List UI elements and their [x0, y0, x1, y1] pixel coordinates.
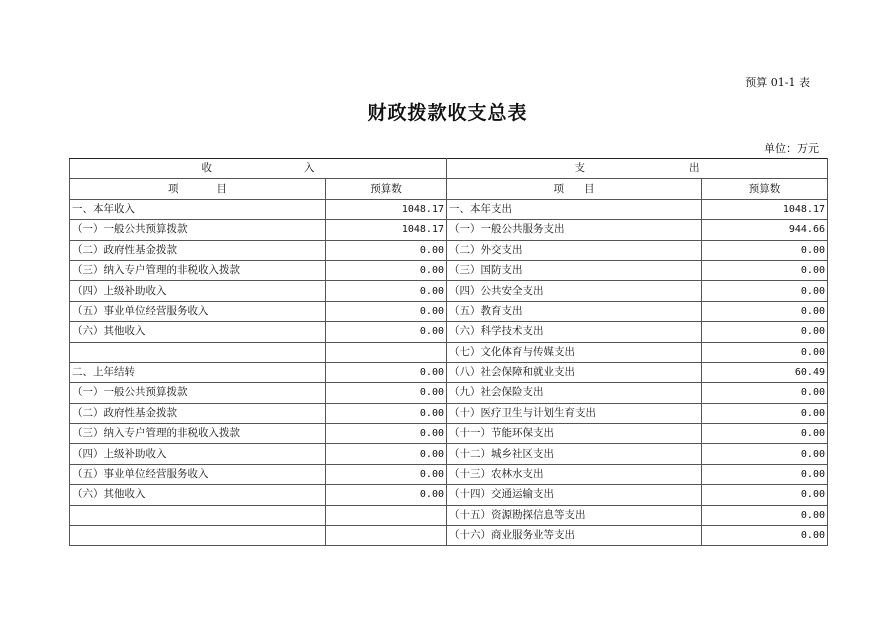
expense-amount-cell: 0.00 — [702, 342, 828, 362]
table-row — [70, 424, 828, 444]
income-amount-cell: 0.00 — [326, 444, 447, 464]
expense-amount-cell: 0.00 — [702, 301, 828, 321]
income-group-header — [70, 159, 447, 179]
table-row — [70, 301, 828, 321]
expense-amount-cell: 944.66 — [702, 220, 828, 240]
expense-item-cell: （四）公共安全支出 — [447, 281, 702, 301]
income-item-header-b: 目 — [216, 182, 227, 195]
income-item-cell: 二、上年结转 — [70, 362, 326, 382]
income-amount-cell: 0.00 — [326, 301, 447, 321]
expense-amount-cell: 0.00 — [702, 240, 828, 260]
expense-item-cell: （十四）交通运输支出 — [447, 485, 702, 505]
expense-amount-header: 预算数 — [702, 179, 828, 199]
income-item-cell — [70, 505, 326, 525]
income-item-cell: （二）政府性基金拨款 — [70, 240, 326, 260]
table-row — [70, 220, 828, 240]
income-item-cell: （一）一般公共预算拨款 — [70, 383, 326, 403]
income-item-cell — [70, 342, 326, 362]
income-amount-cell — [326, 342, 447, 362]
table-row — [70, 464, 828, 484]
income-group-char-b: 入 — [304, 162, 315, 175]
table-row — [70, 281, 828, 301]
expense-item-cell: （八）社会保障和就业支出 — [447, 362, 702, 382]
budget-table — [69, 158, 828, 546]
table-row — [70, 526, 828, 546]
expense-group-header — [447, 159, 828, 179]
expense-item-cell: （二）外交支出 — [447, 240, 702, 260]
income-amount-cell: 0.00 — [326, 260, 447, 280]
expense-item-cell: （六）科学技术支出 — [447, 322, 702, 342]
income-item-cell: （五）事业单位经营服务收入 — [70, 464, 326, 484]
income-group-char-a: 收 — [201, 162, 212, 175]
income-amount-cell: 0.00 — [326, 281, 447, 301]
expense-amount-cell: 0.00 — [702, 424, 828, 444]
page-title: 财政拨款收支总表 — [367, 102, 528, 124]
income-item-cell: （四）上级补助收入 — [70, 281, 326, 301]
income-item-cell: 一、本年收入 — [70, 199, 326, 219]
expense-amount-cell: 0.00 — [702, 485, 828, 505]
income-amount-cell: 0.00 — [326, 424, 447, 444]
expense-item-cell: （十五）资源勘探信息等支出 — [447, 505, 702, 525]
income-item-cell — [70, 526, 326, 546]
income-item-cell: （五）事业单位经营服务收入 — [70, 301, 326, 321]
expense-amount-cell: 0.00 — [702, 505, 828, 525]
income-item-header-a: 项 — [168, 182, 179, 195]
income-item-cell: （一）一般公共预算拨款 — [70, 220, 326, 240]
income-amount-cell: 1048.17 — [326, 220, 447, 240]
expense-amount-cell: 60.49 — [702, 362, 828, 382]
expense-item-cell: （十六）商业服务业等支出 — [447, 526, 702, 546]
expense-amount-cell: 0.00 — [702, 464, 828, 484]
income-amount-cell: 0.00 — [326, 322, 447, 342]
table-row — [70, 383, 828, 403]
expense-item-cell: （十三）农林水支出 — [447, 464, 702, 484]
income-item-cell: （二）政府性基金拨款 — [70, 403, 326, 423]
income-amount-cell: 0.00 — [326, 485, 447, 505]
table-row — [70, 362, 828, 382]
income-amount-cell — [326, 505, 447, 525]
income-amount-cell — [326, 526, 447, 546]
income-item-cell: （三）纳入专户管理的非税收入拨款 — [70, 424, 326, 444]
unit-label: 单位：万元 — [764, 142, 819, 155]
group-header-row — [70, 159, 828, 179]
table-row — [70, 342, 828, 362]
income-item-cell: （三）纳入专户管理的非税收入拨款 — [70, 260, 326, 280]
expense-item-header-a: 项 — [553, 182, 564, 195]
expense-item-header-b: 目 — [584, 182, 595, 195]
expense-item-cell: （一）一般公共服务支出 — [447, 220, 702, 240]
table-row — [70, 322, 828, 342]
table-row — [70, 260, 828, 280]
income-amount-cell: 1048.17 — [326, 199, 447, 219]
income-item-cell: （六）其他收入 — [70, 485, 326, 505]
income-item-cell: （四）上级补助收入 — [70, 444, 326, 464]
expense-amount-cell: 1048.17 — [702, 199, 828, 219]
income-amount-header: 预算数 — [326, 179, 447, 199]
expense-item-cell: （九）社会保险支出 — [447, 383, 702, 403]
expense-item-header — [447, 179, 702, 199]
table-row — [70, 199, 828, 219]
income-item-header — [70, 179, 326, 199]
income-amount-cell: 0.00 — [326, 362, 447, 382]
expense-item-cell: 一、本年支出 — [447, 199, 702, 219]
expense-amount-cell: 0.00 — [702, 444, 828, 464]
table-row — [70, 403, 828, 423]
expense-item-cell: （三）国防支出 — [447, 260, 702, 280]
expense-item-cell: （十二）城乡社区支出 — [447, 444, 702, 464]
table-row — [70, 505, 828, 525]
table-row — [70, 444, 828, 464]
expense-amount-cell: 0.00 — [702, 526, 828, 546]
income-amount-cell: 0.00 — [326, 383, 447, 403]
expense-amount-cell: 0.00 — [702, 322, 828, 342]
expense-group-char-a: 支 — [574, 162, 585, 175]
income-amount-cell: 0.00 — [326, 403, 447, 423]
expense-amount-cell: 0.00 — [702, 281, 828, 301]
income-amount-cell: 0.00 — [326, 464, 447, 484]
column-header-row — [70, 179, 828, 199]
expense-amount-cell: 0.00 — [702, 403, 828, 423]
budget-table-body — [70, 159, 828, 546]
expense-item-cell: （十）医疗卫生与计划生育支出 — [447, 403, 702, 423]
expense-amount-cell: 0.00 — [702, 383, 828, 403]
table-row — [70, 240, 828, 260]
expense-amount-cell: 0.00 — [702, 260, 828, 280]
form-code: 预算 01-1 表 — [745, 76, 810, 89]
expense-item-cell: （七）文化体育与传媒支出 — [447, 342, 702, 362]
income-item-cell: （六）其他收入 — [70, 322, 326, 342]
income-amount-cell: 0.00 — [326, 240, 447, 260]
table-row — [70, 485, 828, 505]
expense-item-cell: （五）教育支出 — [447, 301, 702, 321]
expense-item-cell: （十一）节能环保支出 — [447, 424, 702, 444]
expense-group-char-b: 出 — [689, 162, 700, 175]
